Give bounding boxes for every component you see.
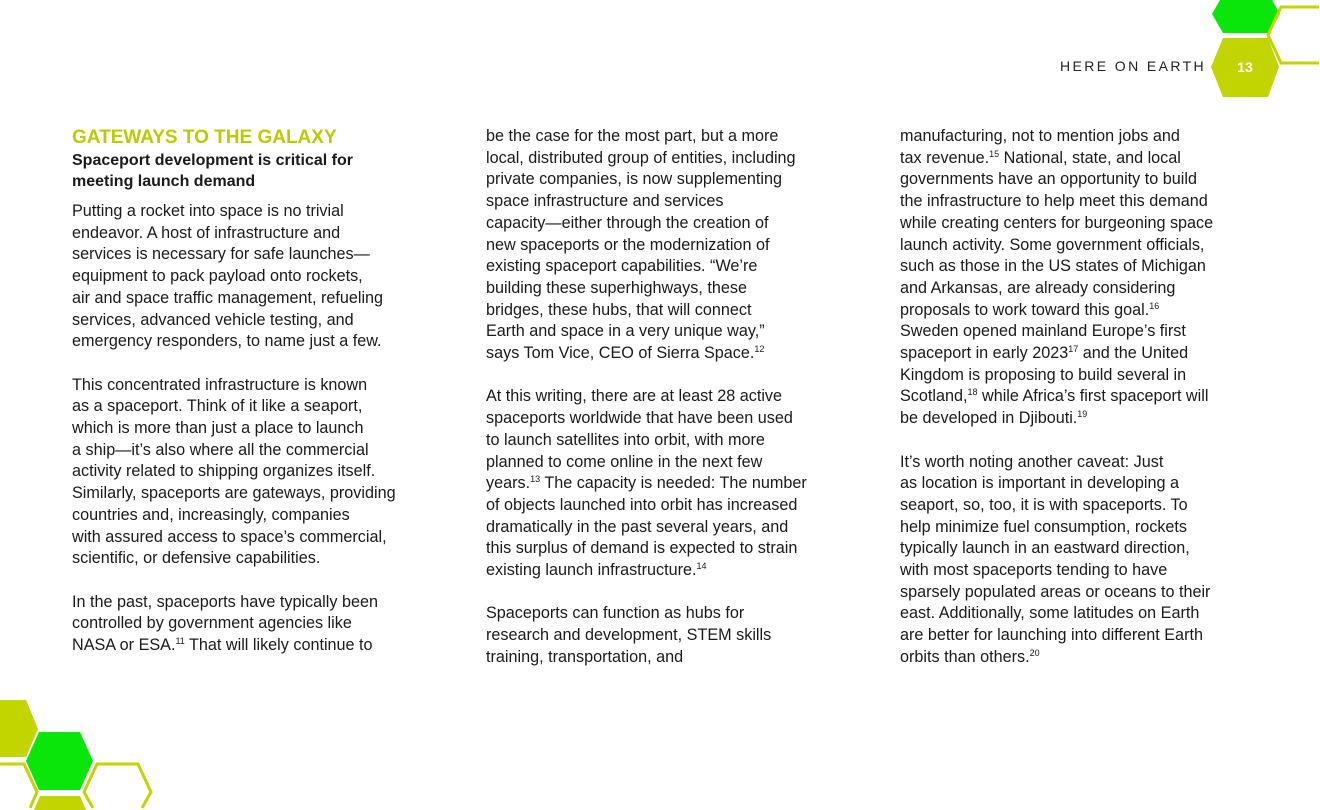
text-segment: dramatically in the past several years, and — [486, 517, 789, 536]
text-segment: be developed in Djibouti. — [900, 409, 1078, 428]
text-segment: spaceport in early 2023 — [900, 344, 1069, 363]
text-line — [72, 331, 432, 353]
paragraph — [486, 126, 846, 365]
text-segment: new spaceports or the modernization of — [486, 235, 770, 254]
text-line — [900, 148, 1260, 170]
text-segment: which is more than just a place to launch — [72, 419, 364, 438]
footnote-reference: 11 — [175, 636, 185, 647]
text-segment: existing spaceport capabilities. “We’re — [486, 257, 758, 276]
text-segment: building these superhighways, these — [486, 278, 747, 297]
footnote-reference: 18 — [967, 387, 978, 398]
text-segment: years. — [486, 474, 531, 493]
text-line — [900, 647, 1260, 669]
text-line — [486, 625, 846, 647]
text-line — [72, 527, 432, 549]
text-segment: training, transportation, and — [486, 647, 684, 666]
text-segment: orbits than others. — [900, 647, 1030, 666]
text-line — [486, 517, 846, 539]
text-line — [900, 235, 1260, 257]
paragraph — [486, 603, 846, 668]
text-segment: air and space traffic management, refueling — [72, 288, 384, 307]
column-2 — [486, 126, 846, 669]
footnote-reference: 17 — [1068, 344, 1079, 355]
page-number: 13 — [1237, 59, 1253, 75]
text-line — [900, 473, 1260, 495]
text-line — [900, 517, 1260, 539]
hexagon-outline — [84, 764, 151, 808]
text-line — [900, 300, 1260, 322]
text-segment: Putting a rocket into space is no trivial — [72, 202, 344, 220]
text-segment: private companies, is now supplementing — [486, 170, 783, 189]
subtitle-line: meeting launch demand — [72, 173, 256, 190]
column-3 — [900, 126, 1260, 669]
hexagon-lime — [34, 796, 86, 810]
text-line — [900, 452, 1260, 474]
column-1 — [72, 126, 432, 657]
text-line — [486, 321, 846, 343]
text-segment: planned to come online in the next few — [486, 452, 763, 471]
text-line — [900, 213, 1260, 235]
footnote-reference: 14 — [696, 561, 707, 572]
text-line — [900, 603, 1260, 625]
text-line — [72, 418, 432, 440]
text-segment: NASA or ESA. — [72, 636, 176, 655]
footnote-reference: 12 — [754, 344, 765, 355]
text-line — [72, 310, 432, 332]
text-segment: local, distributed group of entities, including — [486, 148, 796, 167]
footnote-reference: 19 — [1077, 409, 1088, 420]
text-line — [486, 256, 846, 278]
text-segment: The capacity is needed: The number — [540, 474, 807, 493]
hexagon-green — [26, 732, 93, 790]
text-segment: tax revenue. — [900, 148, 990, 167]
text-segment: launch activity. Some government officials, — [900, 235, 1205, 254]
text-segment: and Arkansas, are already considering — [900, 278, 1176, 297]
text-segment: It’s worth noting another caveat: Just — [900, 452, 1164, 471]
text-segment: Kingdom is proposing to build several in — [900, 365, 1187, 384]
text-segment: with most spaceports tending to have — [900, 561, 1168, 580]
text-segment: with assured access to space’s commercial, — [72, 527, 387, 546]
text-segment: controlled by government agencies like — [72, 614, 352, 633]
paragraph — [900, 452, 1260, 669]
text-segment: seaport, so, too, it is with spaceports. To — [900, 495, 1188, 514]
text-segment: typically launch in an eastward direction, — [900, 539, 1190, 558]
text-line — [486, 169, 846, 191]
text-line — [72, 635, 432, 657]
footnote-reference: 16 — [1149, 300, 1160, 311]
text-segment: Sweden opened mainland Europe’s first — [900, 322, 1186, 341]
text-line — [486, 235, 846, 257]
text-segment: sparsely populated areas or oceans to their — [900, 582, 1211, 601]
text-line — [900, 169, 1260, 191]
text-segment: services, advanced vehicle testing, and — [72, 310, 354, 329]
text-line — [486, 191, 846, 213]
column-body — [72, 201, 432, 657]
hexagon-decoration-bottom-left — [0, 700, 151, 810]
text-segment: be the case for the most part, but a more — [486, 127, 779, 145]
text-segment: to launch satellites into orbit, with more — [486, 430, 765, 449]
article-subtitle — [72, 150, 432, 192]
text-segment: At this writing, there are at least 28 active — [486, 387, 783, 406]
text-line — [486, 343, 846, 365]
text-segment: existing launch infrastructure. — [486, 561, 697, 580]
text-segment: Spaceports can function as hubs for — [486, 604, 745, 623]
text-line — [72, 396, 432, 418]
text-segment: this surplus of demand is expected to strain — [486, 539, 798, 558]
text-line — [486, 560, 846, 582]
text-line — [900, 191, 1260, 213]
text-line — [486, 430, 846, 452]
text-segment: Scotland, — [900, 387, 968, 406]
text-line — [72, 613, 432, 635]
text-segment: manufacturing, not to mention jobs and — [900, 127, 1180, 145]
text-line — [900, 538, 1260, 560]
text-line — [486, 126, 846, 148]
text-line — [900, 321, 1260, 343]
paragraph — [486, 386, 846, 581]
text-line — [900, 582, 1260, 604]
footnote-reference: 15 — [989, 148, 1000, 159]
text-line — [486, 473, 846, 495]
text-segment: bridges, these hubs, that will connect — [486, 300, 752, 319]
text-segment: as location is important in developing a — [900, 474, 1179, 493]
text-line — [486, 452, 846, 474]
text-line — [900, 256, 1260, 278]
text-line — [486, 386, 846, 408]
text-segment: equipment to pack payload onto rockets, — [72, 267, 363, 286]
text-line — [72, 548, 432, 570]
text-line — [486, 300, 846, 322]
text-line — [486, 495, 846, 517]
text-segment: Earth and space in a very unique way,” — [486, 322, 765, 341]
text-line — [72, 288, 432, 310]
text-line — [900, 560, 1260, 582]
column-body — [486, 126, 846, 669]
text-segment: endeavor. A host of infrastructure and — [72, 223, 341, 242]
text-segment: a ship—it’s also where all the commercial — [72, 440, 369, 459]
paragraph — [72, 592, 432, 657]
text-line — [900, 278, 1260, 300]
subtitle-line: Spaceport development is critical for — [72, 152, 353, 169]
paragraph — [900, 126, 1260, 430]
text-segment: research and development, STEM skills — [486, 626, 772, 645]
text-line — [72, 201, 432, 223]
text-segment: emergency responders, to name just a few. — [72, 332, 382, 351]
text-line — [486, 538, 846, 560]
text-line — [486, 278, 846, 300]
text-line — [72, 483, 432, 505]
text-segment: scientific, or defensive capabilities. — [72, 549, 321, 568]
text-segment: This concentrated infrastructure is known — [72, 375, 368, 394]
text-segment: the infrastructure to help meet this demand — [900, 192, 1208, 211]
text-segment: are better for launching into different Earth — [900, 626, 1203, 645]
text-line — [900, 625, 1260, 647]
column-body — [900, 126, 1260, 669]
text-line — [72, 592, 432, 614]
text-line — [72, 375, 432, 397]
text-segment: capacity—either through the creation of — [486, 213, 769, 232]
text-segment: while creating centers for burgeoning space — [900, 213, 1214, 232]
text-segment: and the United — [1078, 344, 1189, 363]
text-line — [486, 603, 846, 625]
text-line — [72, 266, 432, 288]
article-title: GATEWAYS TO THE GALAXY — [72, 127, 337, 148]
text-segment: countries and, increasingly, companies — [72, 505, 350, 524]
running-header: HERE ON EARTH — [1060, 58, 1207, 74]
text-line — [72, 440, 432, 462]
text-line — [486, 213, 846, 235]
text-segment: services is necessary for safe launches— — [72, 245, 370, 264]
text-line — [72, 461, 432, 483]
text-segment: That will likely continue to — [184, 636, 373, 655]
text-line — [72, 223, 432, 245]
text-segment: In the past, spaceports have typically been — [72, 592, 378, 611]
text-segment: space infrastructure and services — [486, 192, 724, 211]
text-line — [900, 495, 1260, 517]
text-segment: as a spaceport. Think of it like a seaport, — [72, 397, 363, 416]
text-line — [72, 505, 432, 527]
text-line — [900, 386, 1260, 408]
text-segment: while Africa’s first spaceport will — [977, 387, 1209, 406]
text-line — [72, 244, 432, 266]
text-segment: governments have an opportunity to build — [900, 170, 1197, 189]
paragraph — [72, 375, 432, 570]
text-line — [486, 647, 846, 669]
text-line — [900, 343, 1260, 365]
text-line — [900, 408, 1260, 430]
text-line — [900, 365, 1260, 387]
text-segment: says Tom Vice, CEO of Sierra Space. — [486, 344, 755, 363]
text-line — [486, 408, 846, 430]
text-segment: of objects launched into orbit has increased — [486, 495, 798, 514]
text-line — [900, 126, 1260, 148]
text-line — [486, 148, 846, 170]
text-segment: proposals to work toward this goal. — [900, 300, 1150, 319]
paragraph — [72, 201, 432, 353]
footnote-reference: 20 — [1029, 647, 1040, 658]
text-segment: National, state, and local — [999, 148, 1181, 167]
text-segment: spaceports worldwide that have been used — [486, 409, 793, 428]
footnote-reference: 13 — [530, 474, 541, 485]
text-segment: east. Additionally, some latitudes on Earth — [900, 604, 1200, 623]
text-segment: help minimize fuel consumption, rockets — [900, 517, 1188, 536]
text-segment: activity related to shipping organizes itself. — [72, 462, 376, 481]
text-segment: Similarly, spaceports are gateways, providing — [72, 484, 396, 503]
text-segment: such as those in the US states of Michigan — [900, 257, 1206, 276]
